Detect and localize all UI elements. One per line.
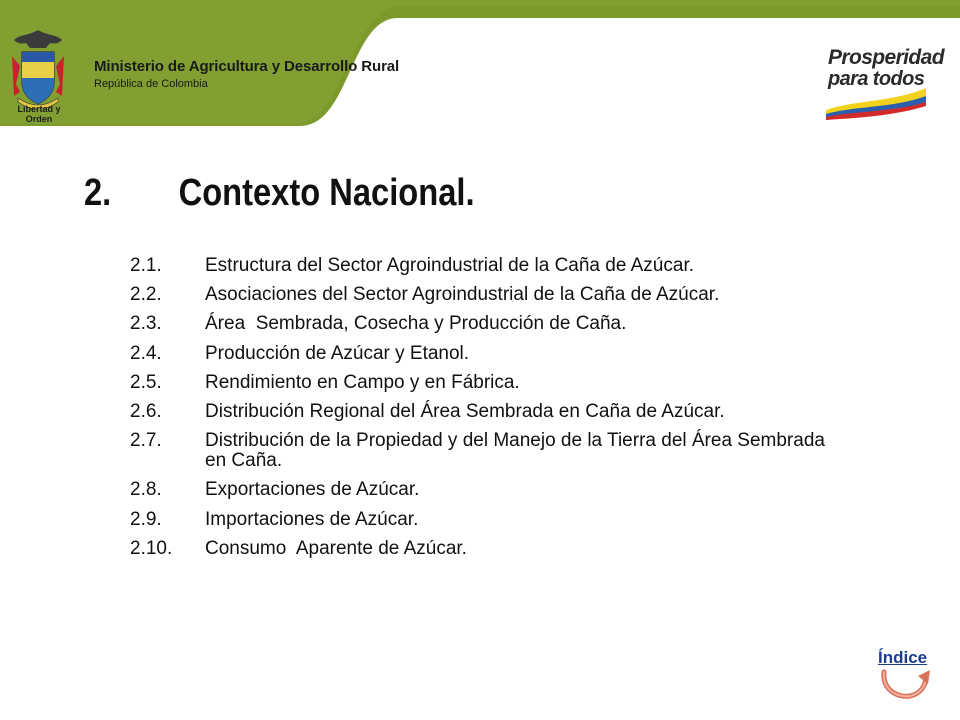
item-text: Rendimiento en Campo y en Fábrica. bbox=[205, 371, 520, 393]
item-text: Estructura del Sector Agroindustrial de la Caña de Azúcar. bbox=[205, 255, 694, 276]
list-item[interactable] bbox=[130, 314, 850, 334]
ministry-name: Ministerio de Agricultura y Desarrollo Rural bbox=[94, 58, 400, 75]
item-number: 2.5. bbox=[130, 371, 162, 393]
item-number: 2.7. bbox=[130, 430, 162, 452]
republic-name: República de Colombia bbox=[94, 78, 208, 90]
section-number: 2. bbox=[84, 172, 112, 214]
item-text: Distribución Regional del Área Sembrada en Caña de Azúcar. bbox=[205, 400, 725, 422]
slide-header bbox=[0, 0, 960, 126]
list-item[interactable] bbox=[130, 431, 850, 471]
item-number: 2.3. bbox=[130, 313, 162, 335]
section-title-text: Contexto Nacional. bbox=[178, 172, 475, 214]
motto-text: Libertad y Orden bbox=[17, 104, 61, 124]
return-arrow-icon[interactable] bbox=[878, 664, 932, 700]
item-number: 2.10. bbox=[130, 537, 173, 559]
campaign-line-2: para todos bbox=[828, 68, 925, 90]
item-text: Exportaciones de Azúcar. bbox=[205, 479, 420, 501]
item-number: 2.6. bbox=[130, 400, 162, 422]
section-title bbox=[84, 172, 475, 215]
list-item[interactable] bbox=[130, 480, 850, 500]
campaign-line-1: Prosperidad bbox=[828, 46, 944, 69]
item-number: 2.9. bbox=[130, 508, 162, 530]
item-text: Producción de Azúcar y Etanol. bbox=[205, 342, 470, 364]
index-link[interactable]: Índice bbox=[878, 648, 928, 667]
item-text: Distribución de la Propiedad y del Manejo de la Tierra del Área Sembrada en Caña. bbox=[205, 430, 825, 472]
list-item[interactable] bbox=[130, 402, 850, 422]
list-item[interactable] bbox=[130, 344, 850, 364]
contents-list bbox=[130, 256, 850, 568]
list-item[interactable] bbox=[130, 510, 850, 530]
list-item[interactable] bbox=[130, 539, 850, 559]
item-number: 2.2. bbox=[130, 284, 162, 306]
list-item[interactable] bbox=[130, 256, 850, 276]
item-number: 2.1. bbox=[130, 255, 162, 276]
item-number: 2.8. bbox=[130, 479, 162, 501]
list-item[interactable] bbox=[130, 373, 850, 393]
item-number: 2.4. bbox=[130, 342, 162, 364]
item-text: Importaciones de Azúcar. bbox=[205, 508, 419, 530]
item-text: Área Sembrada, Cosecha y Producción de Caña. bbox=[205, 313, 627, 335]
list-item[interactable] bbox=[130, 285, 850, 305]
item-text: Consumo Aparente de Azúcar. bbox=[205, 537, 467, 559]
item-text: Asociaciones del Sector Agroindustrial de la Caña de Azúcar. bbox=[205, 284, 720, 306]
